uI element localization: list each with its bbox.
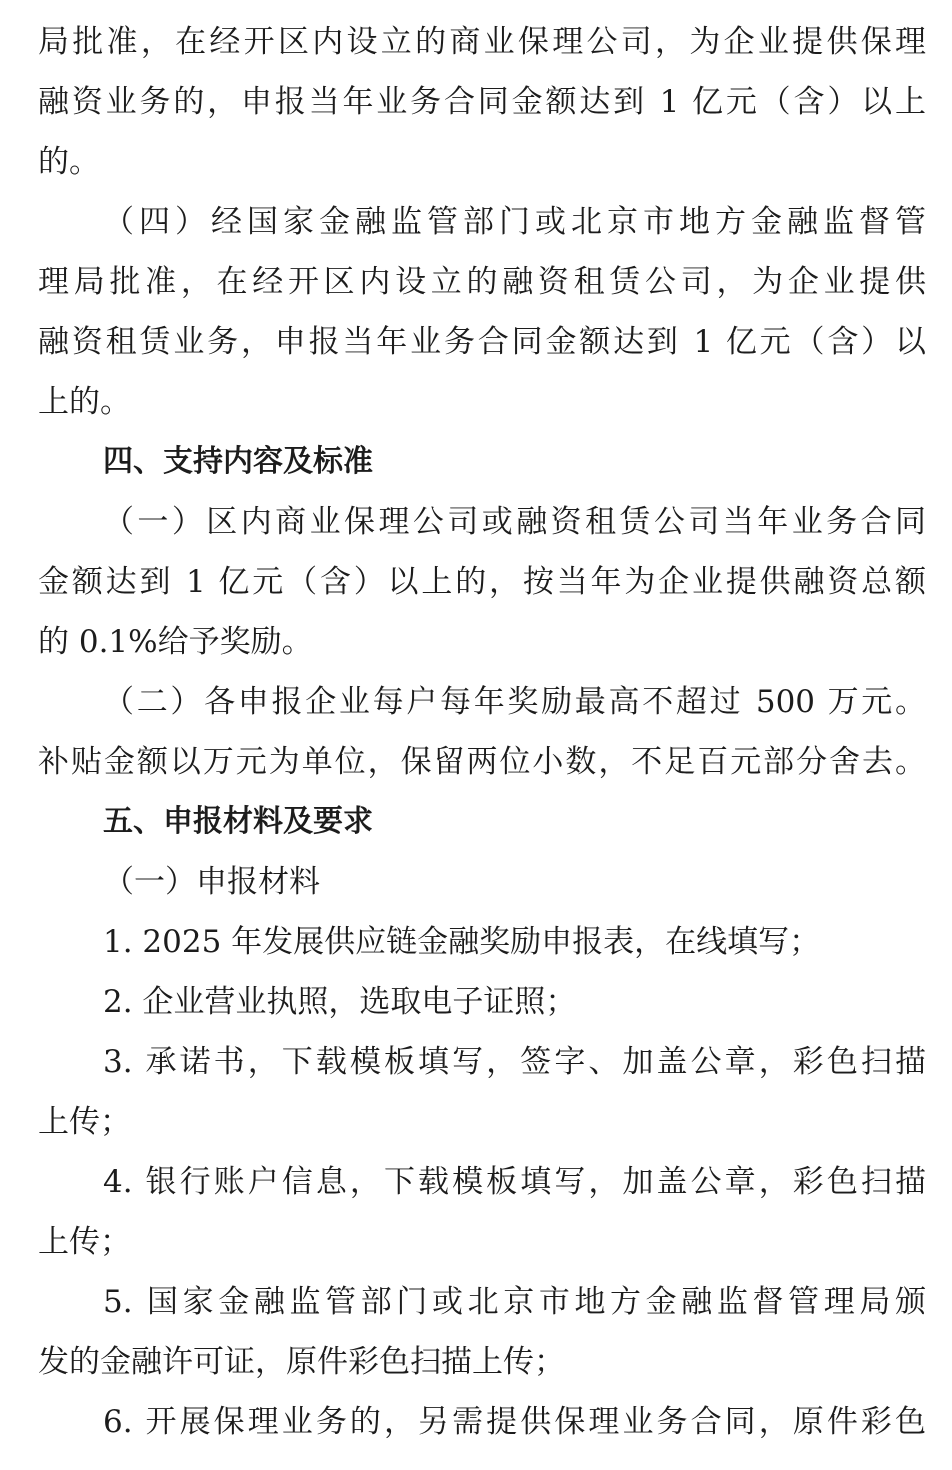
list-item: 1. 2025 年发展供应链金融奖励申报表，在线填写； xyxy=(103,924,821,960)
list-item: 3. 承诺书，下载模板填写，签字、加盖公章，彩色扫描 xyxy=(103,1044,926,1080)
section-heading: 四、支持内容及标准 xyxy=(103,444,373,479)
list-item: 4. 银行账户信息，下载模板填写，加盖公章，彩色扫描 xyxy=(103,1164,926,1200)
text-line: 融资业务的，申报当年业务合同金额达到 1 亿元（含）以上 xyxy=(38,84,926,120)
section-heading: 五、申报材料及要求 xyxy=(103,804,373,839)
text-line: （四）经国家金融监管部门或北京市地方金融监督管 xyxy=(103,204,926,240)
list-item: 5. 国家金融监管部门或北京市地方金融监督管理局颁 xyxy=(103,1284,926,1320)
text-line: （一）区内商业保理公司或融资租赁公司当年业务合同 xyxy=(103,504,926,540)
text-line: 局批准，在经开区内设立的商业保理公司，为企业提供保理 xyxy=(38,24,926,60)
text-line: 融资租赁业务，申报当年业务合同金额达到 1 亿元（含）以 xyxy=(38,324,926,360)
text-line: 的 0.1%给予奖励。 xyxy=(38,624,313,660)
text-line: 的。 xyxy=(38,144,100,180)
text-line: 金额达到 1 亿元（含）以上的，按当年为企业提供融资总额 xyxy=(38,564,926,600)
text-line: （二）各申报企业每户每年奖励最高不超过 500 万元。 xyxy=(103,684,926,720)
text-line: 理局批准，在经开区内设立的融资租赁公司，为企业提供 xyxy=(38,264,926,300)
list-item: 6. 开展保理业务的，另需提供保理业务合同，原件彩色 xyxy=(103,1404,926,1440)
text-line: 发的金融许可证，原件彩色扫描上传； xyxy=(38,1344,565,1380)
text-line: 上传； xyxy=(38,1224,131,1260)
text-line: 上传； xyxy=(38,1104,131,1140)
text-line: 补贴金额以万元为单位，保留两位小数，不足百元部分舍去。 xyxy=(38,744,926,780)
subsection-heading: （一）申报材料 xyxy=(103,864,320,900)
text-line: 上的。 xyxy=(38,384,131,420)
list-item: 2. 企业营业执照，选取电子证照； xyxy=(103,984,577,1020)
